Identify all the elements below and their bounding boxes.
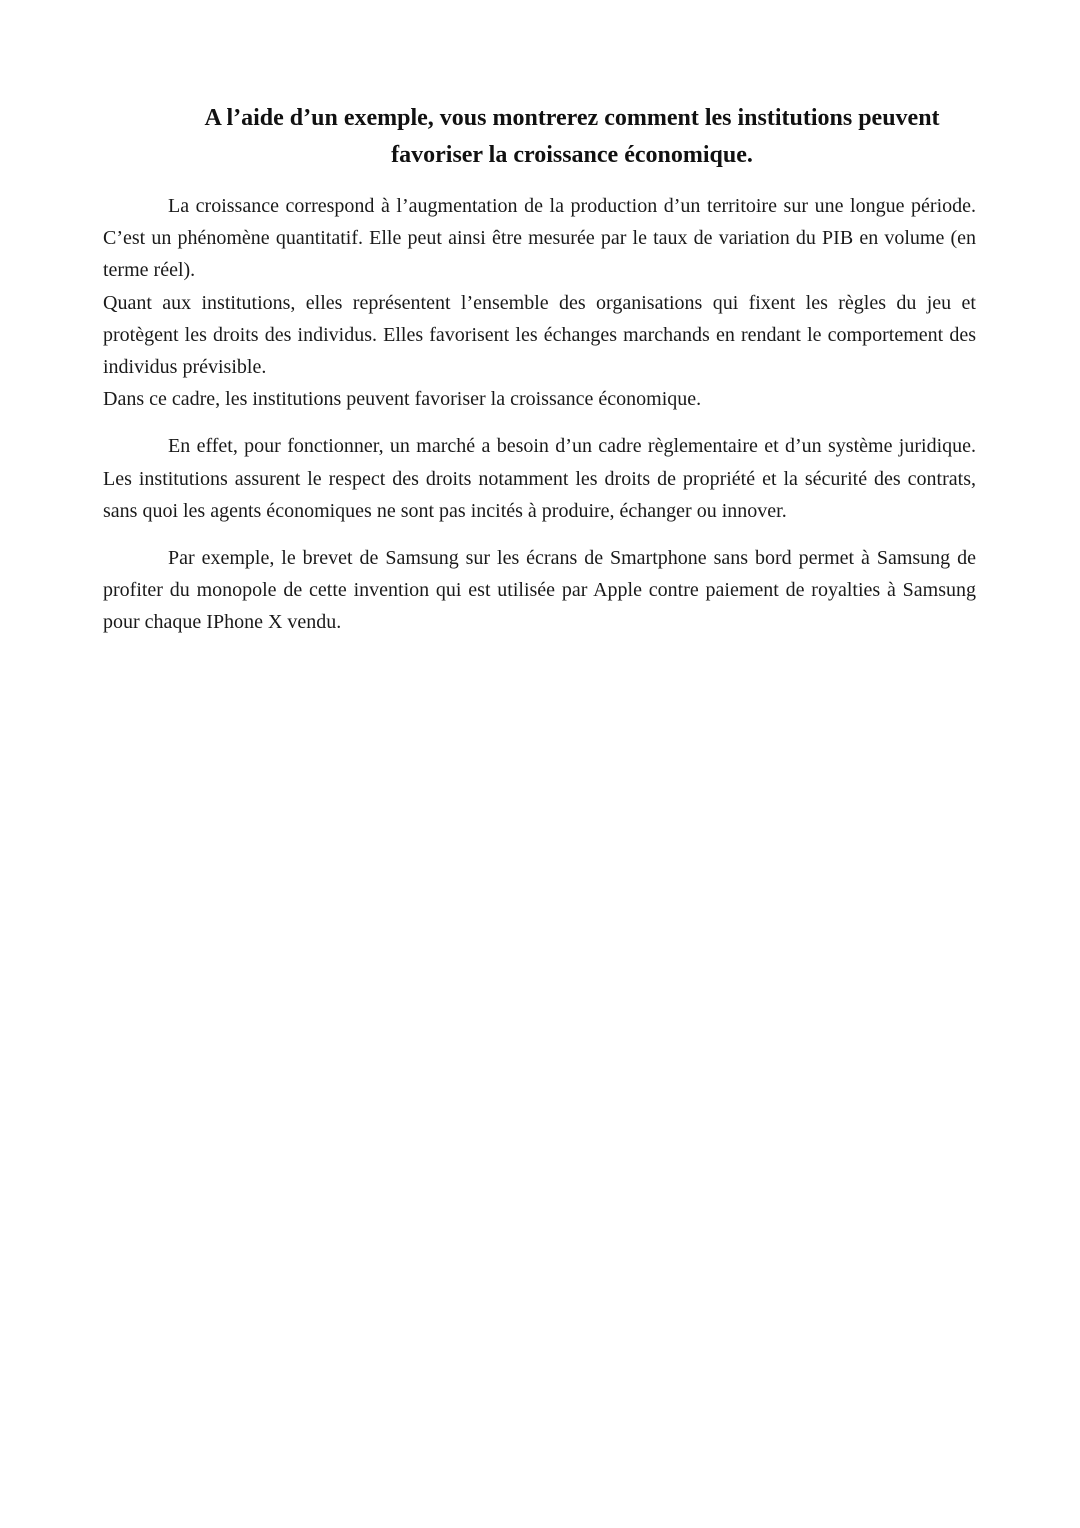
paragraph-argument: En effet, pour fonctionner, un marché a besoin d’un cadre règlementaire et d’un système juridique. Les institutions assurent le respect des droits notamment les droits de propriété et la sécurité des contrats, sans quoi les agents économiques ne sont pas incités à produire, échanger ou innover. <box>103 435 976 522</box>
document-body <box>103 190 976 639</box>
document-title <box>103 100 1041 174</box>
title-line-2: favoriser la croissance économique. <box>391 142 753 168</box>
title-line-1: A l’aide d’un exemple, vous montrerez comment les institutions peuvent <box>204 105 940 131</box>
paragraph-definition-institutions: Quant aux institutions, elles représentent l’ensemble des organisations qui fixent les règles du jeu et protègent les droits des individus. Elles favorisent les échanges marchands en rendant le comportement des individus prévisible. <box>103 291 976 379</box>
paragraph-exemple: Par exemple, le brevet de Samsung sur les écrans de Smartphone sans bord permet à Samsung de profiter du monopole de cette invention qui est utilisée par Apple contre paiement de royalties à Samsung pour chaque IPhone X vendu. <box>103 547 976 634</box>
paragraph-definition-croissance: La croissance correspond à l’augmentation de la production d’un territoire sur une longue période. C’est un phénomène quantitatif. Elle peut ainsi être mesurée par le taux de variation du PIB en volume (en terme réel). <box>103 195 976 282</box>
paragraph-problematique: Dans ce cadre, les institutions peuvent favoriser la croissance économique. <box>103 388 702 411</box>
